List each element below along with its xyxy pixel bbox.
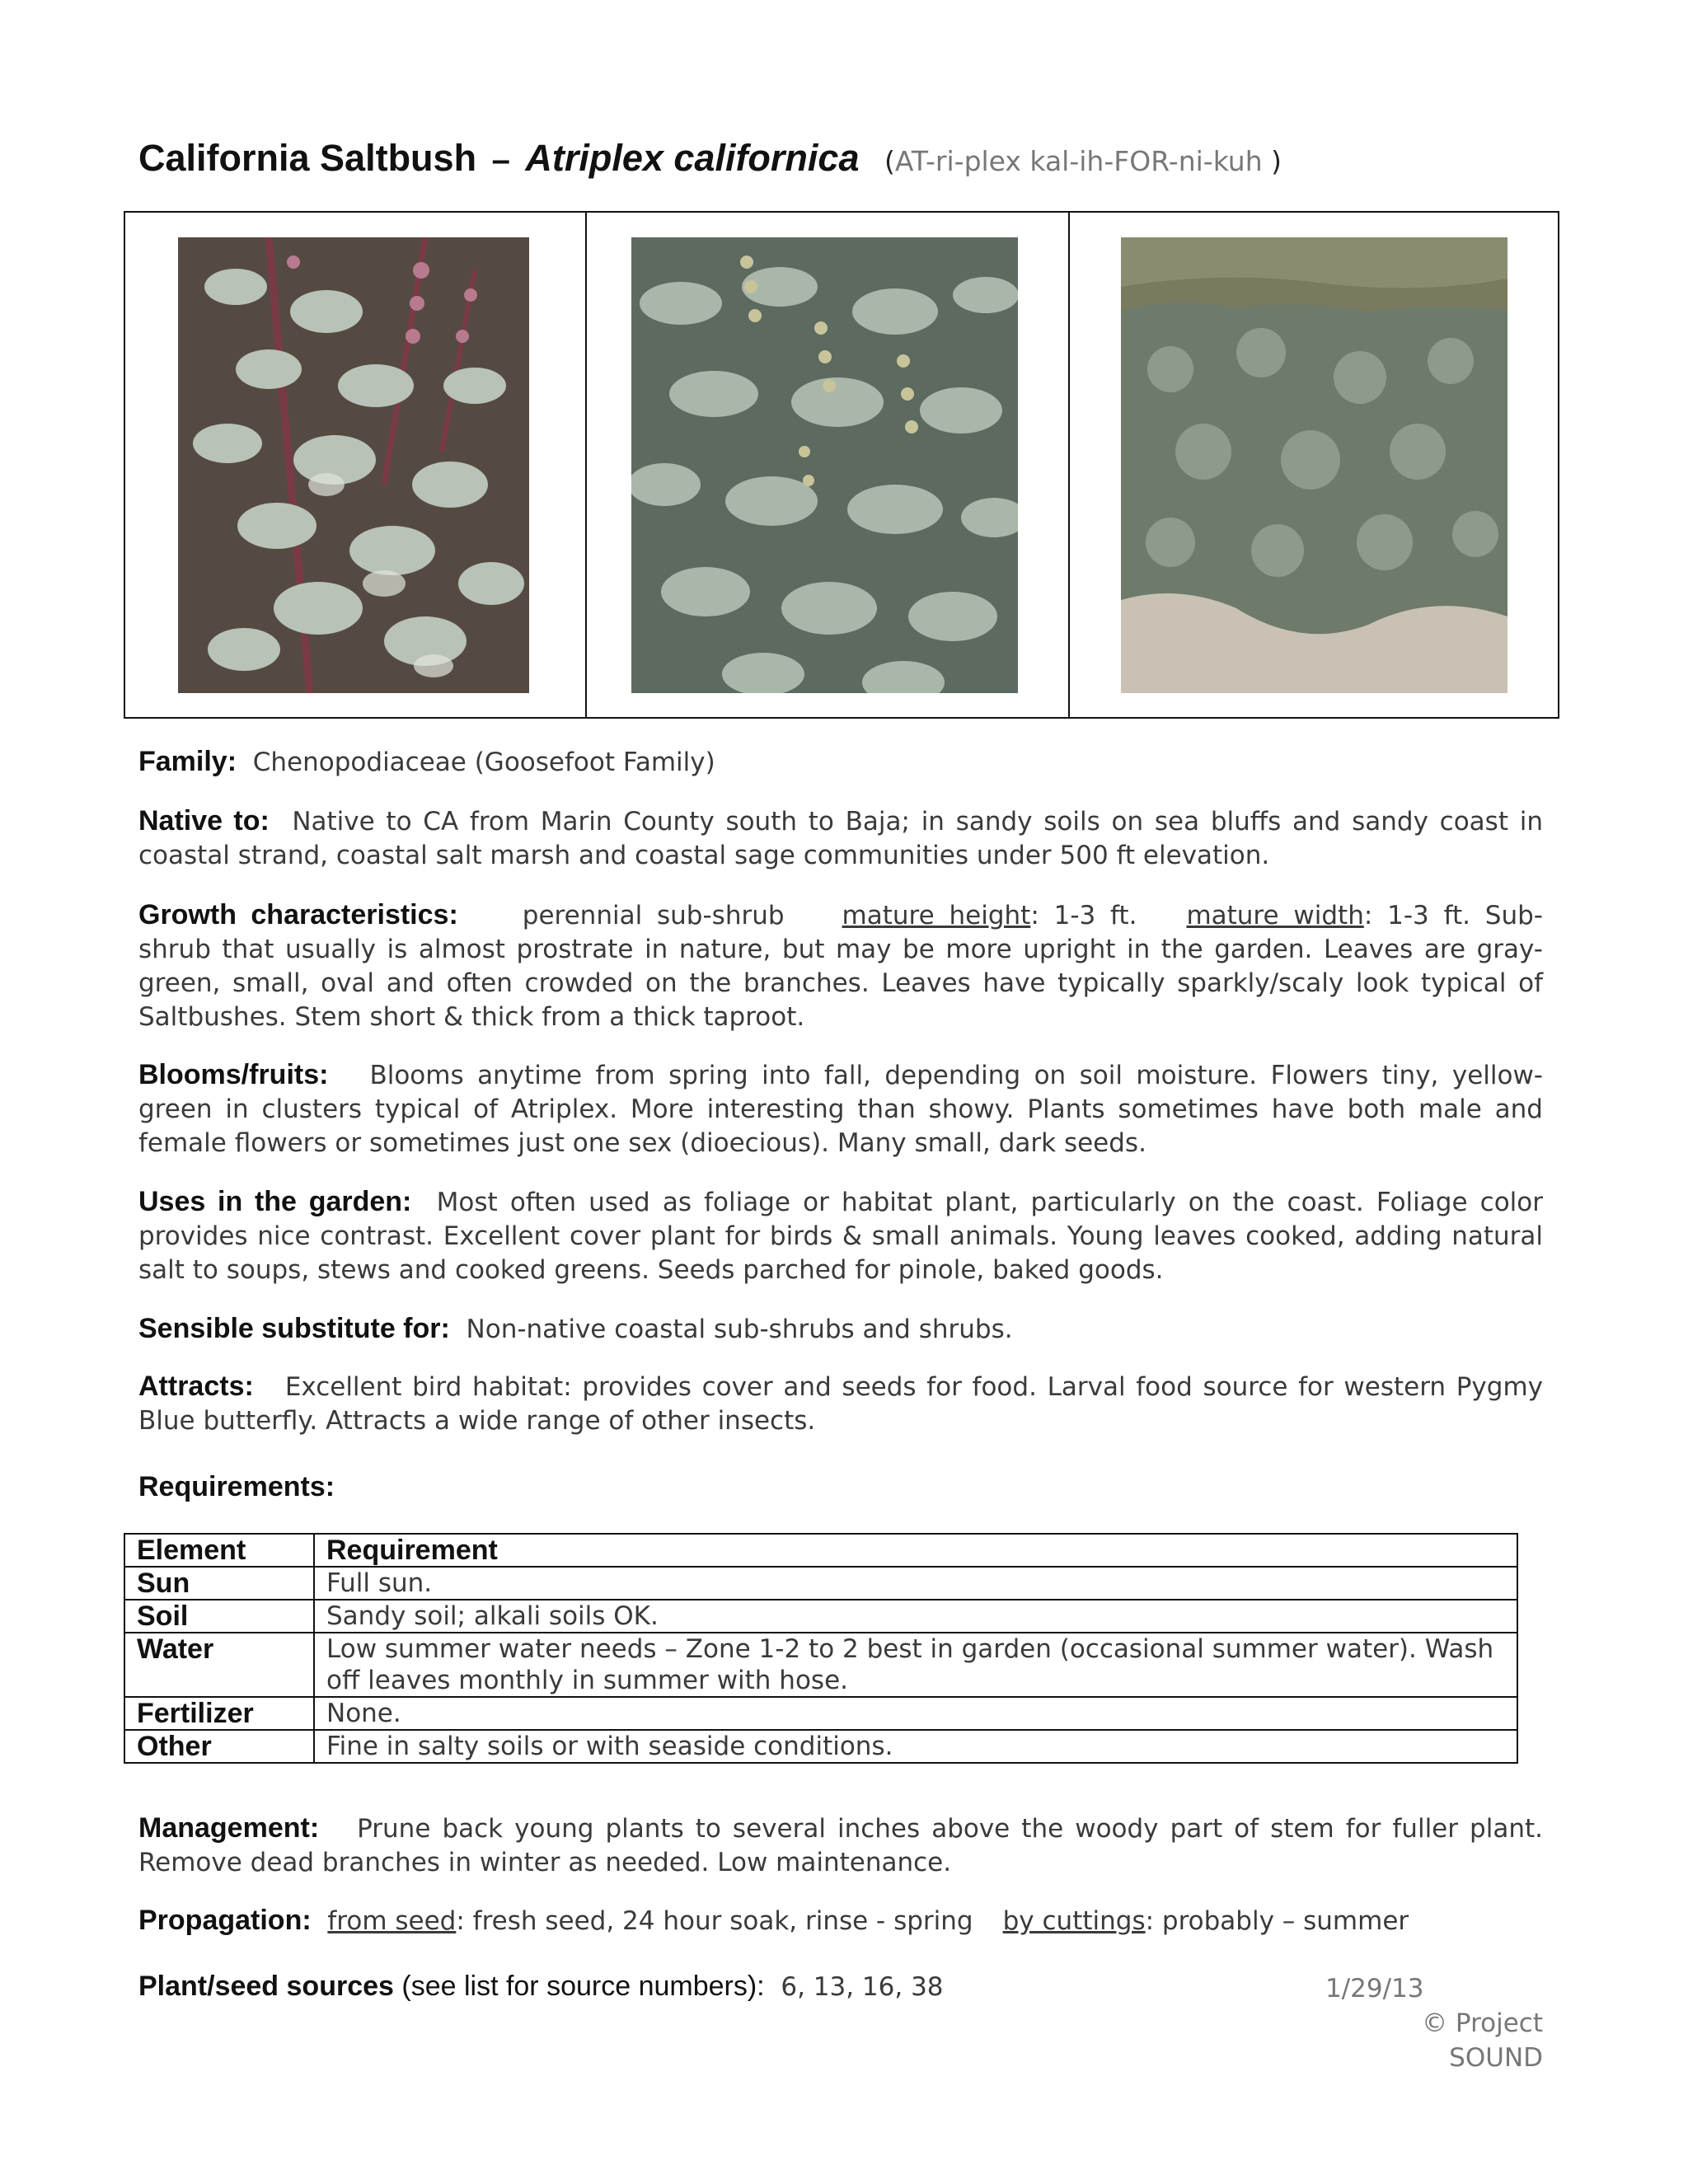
element-cell: Water (124, 1633, 314, 1697)
requirements-heading (138, 1470, 1543, 1505)
uses-label: Uses in the garden: (138, 1186, 412, 1217)
from-seed-label: from seed (327, 1906, 457, 1936)
photo-table (124, 211, 1559, 719)
growth-section (138, 898, 1543, 1034)
requirements-header-row (124, 1534, 1517, 1567)
table-row (124, 1730, 1517, 1763)
paren-open: ( (884, 145, 895, 177)
family-label: Family: (138, 746, 237, 777)
uses-text: Most often used as foliage or habitat plant, particularly on the coast. Foliage color provides nice contrast. Excellent cover plant for birds & small animals. Young leaves cooked, adding natural salt to soups, stews and cooked greens. Seeds parched for pinole, baked goods. (138, 1188, 1543, 1285)
uses-paragraph (138, 1185, 1543, 1287)
attracts-label: Attracts: (138, 1371, 254, 1402)
mature-height-value: : 1-3 ft. (1030, 901, 1137, 930)
substitute-section (138, 1312, 1543, 1347)
native-paragraph (138, 804, 1543, 873)
family-paragraph (138, 745, 1543, 780)
blooms-label: Blooms/fruits: (138, 1059, 329, 1090)
sources-paragraph (138, 1970, 1309, 2004)
sources-label: Plant/seed sources (138, 1971, 394, 2002)
pronunciation (884, 145, 1282, 177)
management-paragraph (138, 1811, 1543, 1880)
footer-date: 1/29/13 (1325, 1974, 1424, 2004)
photo-cell-1 (125, 213, 587, 717)
management-section (138, 1811, 1543, 1880)
title-dash: – (491, 142, 510, 178)
table-row (124, 1600, 1517, 1633)
requirement-header: Requirement (314, 1534, 1517, 1567)
element-header: Element (124, 1534, 314, 1567)
saltbush-habitat-photo (1121, 237, 1507, 693)
family-section (138, 745, 1543, 780)
mature-width-value: : 1-3 ft. (1363, 901, 1470, 930)
requirement-cell: Full sun. (314, 1567, 1517, 1600)
growth-habit: perennial sub-shrub (522, 901, 785, 930)
saltbush-closeup-photo (178, 237, 529, 693)
page-title (138, 137, 1282, 180)
photo-cell-2 (587, 213, 1070, 717)
mature-height-label: mature height (842, 901, 1031, 930)
common-name: California Saltbush (138, 137, 477, 179)
element-cell: Fertilizer (124, 1697, 314, 1730)
substitute-label: Sensible substitute for: (138, 1313, 450, 1344)
native-text: Native to CA from Marin County south to Baja; in sandy soils on sea bluffs and sandy coast in coastal strand, coastal salt marsh and coastal sage communities under 500 ft elevation. (138, 807, 1543, 870)
footer-copyright: © Project SOUND (1422, 2008, 1543, 2073)
requirement-cell: Fine in salty soils or with seaside conditions. (314, 1730, 1517, 1763)
sources-note: (see list for source numbers): (393, 1971, 765, 2002)
element-cell: Sun (124, 1567, 314, 1600)
native-section (138, 804, 1543, 873)
requirement-cell: Sandy soil; alkali soils OK. (314, 1600, 1517, 1633)
requirements-heading-section (138, 1470, 1543, 1505)
by-cuttings-text: : probably – summer (1145, 1906, 1409, 1936)
table-row (124, 1697, 1517, 1730)
sources-section (138, 1970, 1309, 2004)
growth-text: Sub-shrub that usually is almost prostrate in nature, but may be more upright in the garden. Leaves are gray-green, small, oval and often crowded on the branches. Leaves have typically sparkly/scaly look typical of Saltbushes. Stem short & thick from a thick taproot. (138, 901, 1543, 1032)
scientific-name: Atriplex californica (525, 137, 860, 179)
growth-paragraph (138, 898, 1543, 1034)
from-seed-text: : fresh seed, 24 hour soak, rinse - spring (456, 1906, 973, 1936)
propagation-paragraph (138, 1904, 1543, 1938)
propagation-label: Propagation: (138, 1905, 312, 1936)
table-row (124, 1633, 1517, 1697)
blooms-paragraph (138, 1058, 1543, 1160)
mature-width-label: mature width (1186, 901, 1364, 930)
requirements-label: Requirements: (138, 1471, 335, 1502)
management-text: Prune back young plants to several inches above the woody part of stem for fuller plant. Remove dead branches in winter as needed. Low maintenance. (138, 1814, 1543, 1877)
element-cell: Soil (124, 1600, 314, 1633)
family-text: Chenopodiaceae (Goosefoot Family) (252, 748, 715, 777)
element-cell: Other (124, 1730, 314, 1763)
attracts-paragraph (138, 1370, 1543, 1438)
table-row (124, 1567, 1517, 1600)
blooms-section (138, 1058, 1543, 1160)
requirement-cell: None. (314, 1697, 1517, 1730)
substitute-paragraph (138, 1312, 1543, 1347)
pronunciation-text: AT-ri-plex kal-ih-FOR-ni-kuh (894, 145, 1263, 177)
photo-cell-3 (1070, 213, 1558, 717)
propagation-section (138, 1904, 1543, 1938)
uses-section (138, 1185, 1543, 1287)
paren-close: ) (1271, 145, 1282, 177)
growth-label: Growth characteristics: (138, 899, 458, 930)
saltbush-flower-spikes-photo (631, 237, 1018, 693)
management-label: Management: (138, 1812, 320, 1844)
requirements-table (124, 1533, 1518, 1764)
requirement-cell: Low summer water needs – Zone 1-2 to 2 best in garden (occasional summer water). Wash off leaves monthly in summer with hose. (314, 1633, 1517, 1697)
blooms-text: Blooms anytime from spring into fall, depending on soil moisture. Flowers tiny, yellow-green in clusters typical of Atriplex. More interesting than showy. Plants sometimes have both male and female flowers or sometimes just one sex (dioecious). Many small, dark seeds. (138, 1061, 1543, 1158)
native-label: Native to: (138, 805, 270, 837)
sources-numbers: 6, 13, 16, 38 (781, 1972, 944, 2002)
by-cuttings-label: by cuttings (1002, 1906, 1146, 1936)
footer (1325, 1971, 1543, 2075)
substitute-text: Non-native coastal sub-shrubs and shrubs. (466, 1315, 1013, 1344)
attracts-text: Excellent bird habitat: provides cover and seeds for food. Larval food source for western Pygmy Blue butterfly. Attracts a wide range of other insects. (138, 1372, 1543, 1436)
attracts-section (138, 1370, 1543, 1438)
